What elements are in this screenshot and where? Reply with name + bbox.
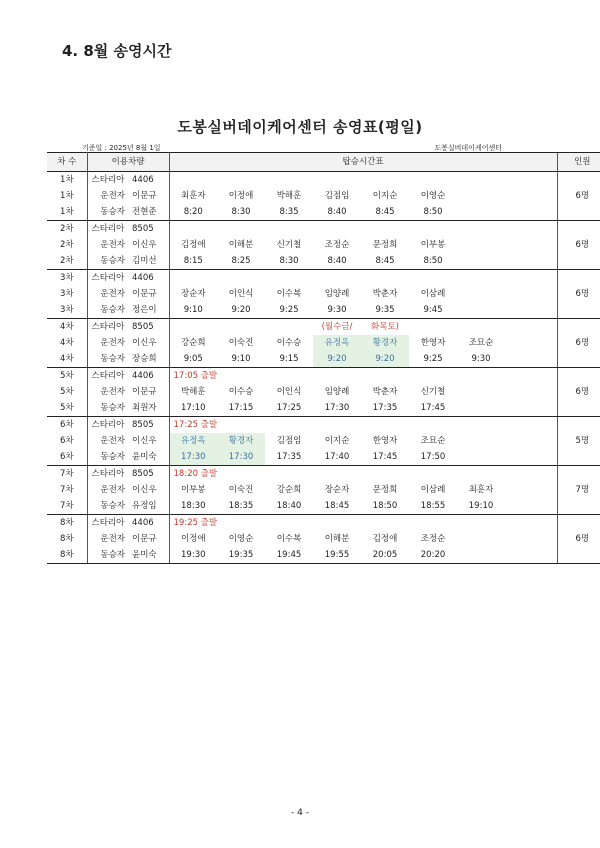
pickup-time: 8:30 [265,253,313,270]
table-row [47,204,600,221]
count-spacer [557,253,600,270]
passenger-name [505,286,553,302]
page-number: - 4 - [291,808,309,818]
helper-name: 윤미숙 [129,449,169,466]
pickup-time: 17:30 [169,449,217,466]
vehicle-model: 스타리아 [87,466,129,483]
driver-label: 운전자 [100,387,125,397]
passenger-name: 이영순 [228,534,254,544]
pickup-time: 17:15 [217,400,265,417]
pickup-time [457,302,505,319]
trip-number: 5차 [47,384,87,400]
pickup-time [457,547,505,564]
passenger-count: 6명 [557,384,600,400]
helper-name: 최원자 [129,400,169,417]
passenger-name [505,433,553,449]
passenger-count: 7명 [557,482,600,498]
pickup-time: 8:50 [409,253,457,270]
passenger-name: 박해훈 [276,191,302,201]
passenger-name: 김점임 [276,436,302,446]
pickup-time: 8:20 [169,204,217,221]
trip-number: 6차 [47,433,87,449]
departure-note: 17:25 출발 [169,417,557,434]
pickup-time [457,204,505,221]
trip-number: 2차 [47,237,87,253]
passenger-name [457,286,505,302]
trip-number: 5차 [47,368,87,385]
vehicle-number: 8505 [129,221,169,238]
schedule-group [47,417,600,466]
passenger-name: 이부봉 [180,485,206,495]
pickup-time: 9:20 [217,302,265,319]
table-row [47,368,600,385]
passenger-count: 6명 [557,335,600,351]
passenger-name: 한영자 [372,436,398,446]
pickup-time: 9:45 [409,302,457,319]
passenger-name: 이지순 [372,191,398,201]
pickup-time: 17:40 [313,449,361,466]
passenger-name: 강순희 [180,338,206,348]
pickup-time: 18:45 [313,498,361,515]
day-note: 화목토) [361,319,409,336]
helper-label: 동승자 [87,498,129,515]
passenger-name: 유정옥 [313,335,361,351]
day-note: (월수금/ [313,319,361,336]
passenger-count: 6명 [557,286,600,302]
day-note [169,319,217,336]
driver-label: 운전자 [100,436,125,446]
helper-label: 동승자 [87,351,129,368]
table-row [47,384,600,400]
passenger-name: 이인식 [276,387,302,397]
schedule-group [47,515,600,564]
trip-number: 6차 [47,417,87,434]
trip-number: 3차 [47,286,87,302]
schedule-group [47,172,600,221]
passenger-name: 조정순 [324,240,350,250]
empty-cell [169,221,557,238]
count-spacer [557,204,600,221]
day-note [505,319,553,336]
count-spacer [557,351,600,368]
departure-note: 18:20 출발 [169,466,557,483]
pickup-time: 9:10 [169,302,217,319]
table-row [47,417,600,434]
table-row [47,319,600,336]
table-row [47,466,600,483]
pickup-time [457,449,505,466]
vehicle-model: 스타리아 [87,221,129,238]
passenger-name: 이삼례 [420,289,446,299]
trip-number: 6차 [47,449,87,466]
passenger-name: 이수승 [276,338,302,348]
passenger-name: 장순자 [180,289,206,299]
vehicle-model: 스타리아 [87,319,129,336]
helper-name: 유정임 [129,498,169,515]
count-spacer [557,400,600,417]
trip-number: 7차 [47,498,87,515]
table-row [47,482,600,498]
trip-number: 8차 [47,515,87,532]
vehicle-number: 4406 [129,515,169,532]
departure-note: 19:25 출발 [169,515,557,532]
pickup-time: 18:40 [265,498,313,515]
pickup-time: 17:35 [265,449,313,466]
pickup-time [457,253,505,270]
table-row [47,433,600,449]
table-row [47,286,600,302]
helper-name: 윤미숙 [129,547,169,564]
count-spacer [557,368,600,385]
passenger-name [505,384,553,400]
passenger-name: 최훈자 [180,191,206,201]
passenger-name: 박춘자 [372,289,398,299]
passenger-name: 이인식 [228,289,254,299]
passenger-name [457,237,505,253]
driver-label: 운전자 [100,338,125,348]
pickup-time: 17:25 [265,400,313,417]
passenger-name: 황경자 [217,433,265,449]
helper-label: 동승자 [87,449,129,466]
header-row [47,153,600,172]
pickup-time: 17:50 [409,449,457,466]
header-times: 탑승시간표 [169,153,557,172]
passenger-name: 이해분 [324,534,350,544]
pickup-time: 8:30 [217,204,265,221]
day-note [409,319,457,336]
count-spacer [557,172,600,189]
vehicle-model: 스타리아 [87,368,129,385]
pickup-time: 8:40 [313,253,361,270]
helper-label: 동승자 [87,253,129,270]
passenger-name: 이영순 [420,191,446,201]
pickup-time: 17:35 [361,400,409,417]
passenger-name: 이삼례 [420,485,446,495]
pickup-time: 9:20 [361,351,409,368]
empty-cell [169,270,557,287]
pickup-time: 9:05 [169,351,217,368]
day-note [457,319,505,336]
passenger-name: 이정애 [228,191,254,201]
trip-number: 8차 [47,547,87,564]
passenger-name: 조정순 [420,534,446,544]
passenger-name: 이정애 [180,534,206,544]
pickup-time: 17:30 [217,449,265,466]
passenger-count: 6명 [557,237,600,253]
pickup-time: 18:50 [361,498,409,515]
table-row [47,531,600,547]
pickup-time [505,204,553,221]
helper-label: 동승자 [87,302,129,319]
passenger-count: 6명 [557,188,600,204]
passenger-name: 신기철 [420,387,446,397]
pickup-time: 20:05 [361,547,409,564]
day-note [265,319,313,336]
passenger-name [457,188,505,204]
passenger-name [457,531,505,547]
helper-name: 김미선 [129,253,169,270]
count-spacer [557,466,600,483]
pickup-time [505,351,553,368]
pickup-time [505,302,553,319]
passenger-name: 김정애 [180,240,206,250]
pickup-time [505,547,553,564]
pickup-time [505,449,553,466]
driver-label: 운전자 [100,240,125,250]
count-spacer [557,270,600,287]
pickup-time: 8:50 [409,204,457,221]
pickup-time: 18:35 [217,498,265,515]
pickup-time [505,253,553,270]
pickup-time [505,400,553,417]
table-row [47,221,600,238]
trip-number: 1차 [47,188,87,204]
passenger-name: 임양례 [324,387,350,397]
pickup-time: 8:35 [265,204,313,221]
schedule-group [47,270,600,319]
trip-number: 3차 [47,270,87,287]
pickup-time: 19:45 [265,547,313,564]
vehicle-model: 스타리아 [87,417,129,434]
table-row [47,515,600,532]
passenger-name: 이해분 [228,240,254,250]
pickup-time: 17:45 [361,449,409,466]
passenger-name: 김점임 [324,191,350,201]
helper-label: 동승자 [87,400,129,417]
pickup-time: 9:10 [217,351,265,368]
passenger-name: 김정애 [372,534,398,544]
pickup-time: 19:30 [169,547,217,564]
passenger-name: 박춘자 [372,387,398,397]
pickup-time: 19:35 [217,547,265,564]
pickup-time: 8:40 [313,204,361,221]
driver-label: 운전자 [100,191,125,201]
pickup-time: 9:25 [409,351,457,368]
pickup-time: 9:35 [361,302,409,319]
passenger-name [457,384,505,400]
schedule-table [47,152,600,564]
pickup-time [505,498,553,515]
vehicle-model: 스타리아 [87,172,129,189]
driver-name: 이문규 [129,531,169,547]
driver-label: 운전자 [100,289,125,299]
pickup-time: 8:45 [361,253,409,270]
pickup-time: 9:20 [313,351,361,368]
table-row [47,351,600,368]
passenger-name: 신기철 [276,240,302,250]
table-row [47,335,600,351]
driver-label: 운전자 [100,485,125,495]
passenger-name: 유정옥 [169,433,217,449]
count-spacer [557,417,600,434]
helper-name: 장승희 [129,351,169,368]
count-spacer [557,547,600,564]
pickup-time: 8:25 [217,253,265,270]
passenger-name: 조묘순 [468,338,494,348]
passenger-count: 5명 [557,433,600,449]
pickup-time: 18:30 [169,498,217,515]
table-row [47,449,600,466]
count-spacer [557,319,600,336]
passenger-name: 한영자 [420,338,446,348]
pickup-time: 19:55 [313,547,361,564]
pickup-time: 9:30 [457,351,505,368]
pickup-time: 17:45 [409,400,457,417]
vehicle-number: 8505 [129,417,169,434]
table-row [47,400,600,417]
trip-number: 7차 [47,466,87,483]
passenger-count: 6명 [557,531,600,547]
trip-number: 1차 [47,204,87,221]
table-title: 도봉실버데이케어센터 송영표(평일) [177,118,423,136]
schedule-group [47,466,600,515]
trip-number: 8차 [47,531,87,547]
vehicle-number: 8505 [129,319,169,336]
table-row [47,270,600,287]
passenger-name [505,188,553,204]
vehicle-number: 4406 [129,270,169,287]
vehicle-model: 스타리아 [87,515,129,532]
pickup-time: 19:10 [457,498,505,515]
helper-name: 정은이 [129,302,169,319]
passenger-name [505,482,553,498]
vehicle-number: 4406 [129,368,169,385]
table-row [47,498,600,515]
pickup-time: 17:10 [169,400,217,417]
pickup-time: 9:15 [265,351,313,368]
trip-number: 2차 [47,253,87,270]
departure-note: 17:05 출발 [169,368,557,385]
trip-number: 3차 [47,302,87,319]
vehicle-number: 4406 [129,172,169,189]
table-row [47,302,600,319]
driver-name: 이문규 [129,188,169,204]
passenger-name: 장순자 [324,485,350,495]
passenger-name [505,237,553,253]
count-spacer [557,302,600,319]
count-spacer [557,449,600,466]
trip-number: 4차 [47,351,87,368]
header-no: 차 수 [47,153,87,172]
count-spacer [557,515,600,532]
header-count: 인원 [557,153,600,172]
helper-label: 동승자 [87,547,129,564]
empty-cell [169,172,557,189]
passenger-name [505,531,553,547]
passenger-name: 박해훈 [180,387,206,397]
trip-number: 1차 [47,172,87,189]
count-spacer [557,221,600,238]
pickup-time: 8:15 [169,253,217,270]
trip-number: 5차 [47,400,87,417]
passenger-name: 조묘순 [420,436,446,446]
passenger-name: 최훈자 [468,485,494,495]
vehicle-model: 스타리아 [87,270,129,287]
driver-name: 이신우 [129,482,169,498]
passenger-name: 이지순 [324,436,350,446]
driver-name: 이신우 [129,433,169,449]
trip-number: 4차 [47,335,87,351]
header-car: 이용차량 [87,153,169,172]
passenger-name: 강순희 [276,485,302,495]
driver-label: 운전자 [100,534,125,544]
driver-name: 이신우 [129,335,169,351]
passenger-name: 이숙진 [228,485,254,495]
passenger-name: 이수복 [276,289,302,299]
reference-date: 기준일 : 2025년 8월 1일 [82,144,161,152]
passenger-name: 임양례 [324,289,350,299]
driver-name: 이문규 [129,384,169,400]
day-note [217,319,265,336]
passenger-name: 문정희 [372,485,398,495]
pickup-time: 20:20 [409,547,457,564]
section-heading: 4. 8월 송영시간 [62,42,172,60]
driver-name: 이신우 [129,237,169,253]
driver-name: 이문규 [129,286,169,302]
helper-label: 동승자 [87,204,129,221]
count-spacer [557,498,600,515]
pickup-time: 9:30 [313,302,361,319]
pickup-time [457,400,505,417]
schedule-group [47,221,600,270]
table-row [47,547,600,564]
pickup-time: 17:30 [313,400,361,417]
helper-name: 전현준 [129,204,169,221]
table-row [47,188,600,204]
passenger-name: 이부봉 [420,240,446,250]
passenger-name: 황경자 [361,335,409,351]
passenger-name: 이숙진 [228,338,254,348]
pickup-time: 18:55 [409,498,457,515]
table-row [47,172,600,189]
trip-number: 2차 [47,221,87,238]
passenger-name: 이수승 [228,387,254,397]
trip-number: 7차 [47,482,87,498]
passenger-name: 문정희 [372,240,398,250]
pickup-time: 8:45 [361,204,409,221]
center-name: 도봉실버데이케어센터 [434,144,502,152]
pickup-time: 9:25 [265,302,313,319]
passenger-name [505,335,553,351]
passenger-name: 이수복 [276,534,302,544]
vehicle-number: 8505 [129,466,169,483]
schedule-group [47,368,600,417]
table-row [47,253,600,270]
passenger-name [457,433,505,449]
schedule-group [47,319,600,368]
trip-number: 4차 [47,319,87,336]
table-row [47,237,600,253]
